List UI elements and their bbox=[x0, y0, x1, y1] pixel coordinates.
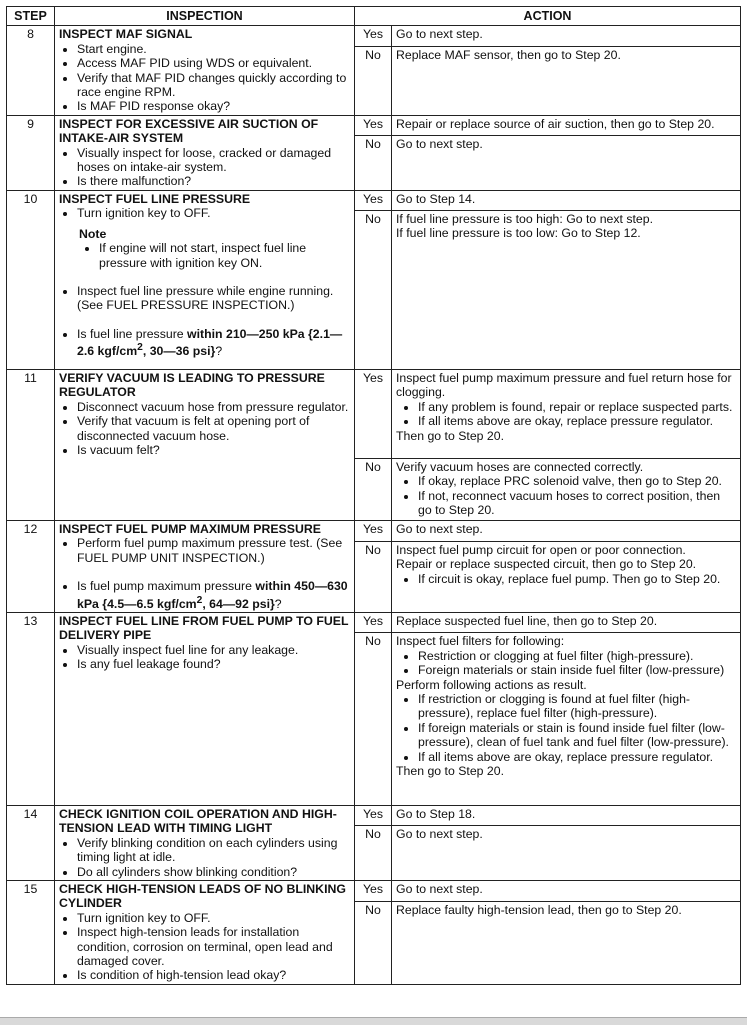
inspection-title: VERIFY VACUUM IS LEADING TO PRESSURE REGULATOR bbox=[59, 370, 325, 400]
inspection-list bbox=[59, 206, 350, 220]
list-item: • Inspect high-tension leads for installation condition, corrosion on terminal, open lead and damaged cover. bbox=[77, 925, 350, 968]
spec-prefix: Is fuel line pressure bbox=[77, 326, 188, 341]
yes-action: Replace suspected fuel line, then go to Step 20. bbox=[392, 613, 741, 633]
step-number: 11 bbox=[7, 369, 55, 520]
list-item: • Verify that vacuum is felt at opening port of disconnected vacuum hose. bbox=[77, 414, 350, 443]
step-number: 8 bbox=[7, 26, 55, 115]
list-item: • Perform fuel pump maximum pressure test. (See FUEL PUMP UNIT INSPECTION.) bbox=[77, 536, 350, 565]
spec-value: within 450—630 kPa {4.5—6.5 kgf/$cm^2$, 64—92 psi} bbox=[77, 579, 348, 611]
step-number: 15 bbox=[7, 881, 55, 985]
yes-action-list bbox=[400, 400, 736, 429]
no-label: No bbox=[355, 542, 392, 613]
inspection-cell bbox=[55, 520, 355, 612]
yes-label: Yes bbox=[355, 613, 392, 633]
step-13-yes-row bbox=[7, 613, 741, 633]
no-label: No bbox=[355, 210, 392, 369]
yes-action: Go to Step 14. bbox=[392, 190, 741, 210]
no-action: Go to next step. bbox=[392, 135, 741, 190]
inspection-cell bbox=[55, 26, 355, 115]
step-10-yes-row bbox=[7, 190, 741, 210]
no-action: Go to next step. bbox=[392, 826, 741, 881]
list-item: • Restriction or clogging at fuel filter (high-pressure). bbox=[418, 649, 736, 663]
yes-label: Yes bbox=[355, 26, 392, 46]
no-action: Inspect fuel filters for following: • Restriction or clogging at fuel filter (high-pressure). • Foreign materials or stain inside fuel filter (low-pressure) Perform following actions as result. • If restriction or clogging is found at fuel filter (high-pressure), replace fuel filter (high-pressure). • If foreign materials or stain is found inside fuel filter (low-pressure), clean of fuel tank and fuel filter (low-pressure). • If all items above are okay, replace pressure regulator. Then go to Step 20. bbox=[392, 633, 741, 806]
yes-action: Go to next step. bbox=[392, 881, 741, 902]
yes-label: Yes bbox=[355, 806, 392, 826]
inspection-cell bbox=[55, 115, 355, 190]
yes-label: Yes bbox=[355, 520, 392, 541]
step-11-yes-row bbox=[7, 369, 741, 458]
inspection-title: INSPECT FUEL LINE FROM FUEL PUMP TO FUEL DELIVERY PIPE bbox=[59, 614, 349, 643]
diagnostic-table bbox=[6, 6, 741, 985]
inspection-list bbox=[59, 579, 350, 611]
list-item: • Is there malfunction? bbox=[77, 174, 350, 188]
step-15-yes-row bbox=[7, 881, 741, 902]
inspection-list bbox=[59, 327, 350, 359]
yes-label: Yes bbox=[355, 369, 392, 458]
inspection-list bbox=[59, 42, 350, 114]
inspection-list bbox=[59, 643, 350, 672]
list-item: • Is condition of high-tension lead okay? bbox=[77, 968, 350, 982]
yes-action: Repair or replace source of air suction, then go to Step 20. bbox=[392, 115, 741, 135]
no-label: No bbox=[355, 135, 392, 190]
list-item: • If engine will not start, inspect fuel line pressure with ignition key ON. bbox=[99, 241, 350, 270]
list-item: • If okay, replace PRC solenoid valve, then go to Step 20. bbox=[418, 474, 736, 488]
step-12-yes-row bbox=[7, 520, 741, 541]
no-action-list bbox=[400, 692, 736, 764]
list-item: • If circuit is okay, replace fuel pump. Then go to Step 20. bbox=[418, 572, 736, 586]
no-action-line: If fuel line pressure is too low: Go to Step 12. bbox=[396, 226, 641, 241]
header-action: ACTION bbox=[355, 7, 741, 26]
step-14-yes-row bbox=[7, 806, 741, 826]
inspection-list bbox=[59, 284, 350, 313]
note-list bbox=[81, 241, 350, 270]
inspection-title: CHECK IGNITION COIL OPERATION AND HIGH-TENSION LEAD WITH TIMING LIGHT bbox=[59, 807, 337, 836]
inspection-list bbox=[59, 911, 350, 983]
diagnostic-procedure-page bbox=[6, 6, 740, 985]
inspection-list bbox=[59, 836, 350, 879]
inspection-list bbox=[59, 400, 350, 458]
header-inspection: INSPECTION bbox=[55, 7, 355, 26]
step-number: 13 bbox=[7, 613, 55, 806]
inspection-cell bbox=[55, 369, 355, 520]
yes-label: Yes bbox=[355, 190, 392, 210]
list-item: • Inspect fuel line pressure while engine running. (See FUEL PRESSURE INSPECTION.) bbox=[77, 284, 350, 313]
step-number: 12 bbox=[7, 520, 55, 612]
no-action: Replace MAF sensor, then go to Step 20. bbox=[392, 46, 741, 115]
inspection-title: INSPECT MAF SIGNAL bbox=[59, 27, 193, 42]
no-label: No bbox=[355, 458, 392, 520]
list-item: • Is fuel pump maximum pressure within 450—630 kPa {4.5—6.5 kgf/$cm^2$, 64—92 psi}? bbox=[77, 579, 350, 611]
list-item: • Start engine. bbox=[77, 42, 350, 56]
yes-action: Go to next step. bbox=[392, 26, 741, 46]
header-step: STEP bbox=[7, 7, 55, 26]
list-item: • Do all cylinders show blinking condition? bbox=[77, 865, 350, 879]
no-action-line: If fuel line pressure is too high: Go to next step. bbox=[396, 211, 654, 226]
list-item: • If restriction or clogging is found at fuel filter (high-pressure), replace fuel filter (high-pressure). bbox=[418, 692, 736, 721]
no-label: No bbox=[355, 633, 392, 806]
list-item: • Visually inspect for loose, cracked or damaged hoses on intake-air system. bbox=[77, 146, 350, 175]
no-action: Replace faulty high-tension lead, then go to Step 20. bbox=[392, 901, 741, 984]
step-number: 10 bbox=[7, 190, 55, 369]
note-title: Note bbox=[79, 226, 107, 241]
step-9-yes-row bbox=[7, 115, 741, 135]
list-item: • If foreign materials or stain is found inside fuel filter (low-pressure), clean of fuel tank and fuel filter (low-pressure). bbox=[418, 721, 736, 750]
yes-action: Inspect fuel pump maximum pressure and fuel return hose for clogging. • If any problem is found, repair or replace suspected parts. • If all items above are okay, replace pressure regulator. Then go to Step 20. bbox=[392, 369, 741, 458]
list-item: • Is any fuel leakage found? bbox=[77, 657, 350, 671]
inspection-list bbox=[59, 536, 350, 565]
list-item: • Access MAF PID using WDS or equivalent. bbox=[77, 56, 350, 70]
list-item: • Is MAF PID response okay? bbox=[77, 99, 350, 113]
inspection-cell bbox=[55, 881, 355, 985]
no-label: No bbox=[355, 901, 392, 984]
no-action bbox=[392, 210, 741, 369]
inspection-title: INSPECT FUEL PUMP MAXIMUM PRESSURE bbox=[59, 521, 321, 536]
no-action: Verify vacuum hoses are connected correctly. • If okay, replace PRC solenoid valve, then go to Step 20. • If not, reconnect vacuum hoses to correct position, then go to Step 20. bbox=[392, 458, 741, 520]
header-row bbox=[7, 7, 741, 26]
list-item: • Foreign materials or stain inside fuel filter (low-pressure) bbox=[418, 663, 736, 677]
no-label: No bbox=[355, 826, 392, 881]
yes-label: Yes bbox=[355, 115, 392, 135]
yes-action: Go to next step. bbox=[392, 520, 741, 541]
inspection-title: INSPECT FOR EXCESSIVE AIR SUCTION OF INTAKE-AIR SYSTEM bbox=[59, 116, 319, 146]
list-item: • Verify blinking condition on each cylinders using timing light at idle. bbox=[77, 836, 350, 865]
list-item: • If any problem is found, repair or replace suspected parts. bbox=[418, 400, 736, 414]
inspection-title: INSPECT FUEL LINE PRESSURE bbox=[59, 191, 251, 206]
list-item: • Disconnect vacuum hose from pressure regulator. bbox=[77, 400, 350, 414]
no-action-list bbox=[400, 572, 736, 586]
inspection-cell bbox=[55, 613, 355, 806]
list-item: • Is fuel line pressure within 210—250 kPa {2.1—2.6 kgf/$cm^2$, 30—36 psi}? bbox=[77, 327, 350, 359]
no-label: No bbox=[355, 46, 392, 115]
yes-action: Go to Step 18. bbox=[392, 806, 741, 826]
yes-label: Yes bbox=[355, 881, 392, 902]
step-number: 14 bbox=[7, 806, 55, 881]
list-item: • If not, reconnect vacuum hoses to correct position, then go to Step 20. bbox=[418, 489, 736, 518]
list-item: • Verify that MAF PID changes quickly according to race engine RPM. bbox=[77, 71, 350, 100]
no-action-list bbox=[400, 474, 736, 517]
list-item: • Is vacuum felt? bbox=[77, 443, 350, 457]
inspection-title: CHECK HIGH-TENSION LEADS OF NO BLINKING CYLINDER bbox=[59, 882, 346, 911]
list-item: • Turn ignition key to OFF. bbox=[77, 911, 350, 925]
inspection-cell bbox=[55, 806, 355, 881]
inspection-list bbox=[59, 146, 350, 189]
step-number: 9 bbox=[7, 115, 55, 190]
no-action: Inspect fuel pump circuit for open or poor connection. Repair or replace suspected circuit, then go to Step 20. • If circuit is okay, replace fuel pump. Then go to Step 20. bbox=[392, 542, 741, 613]
list-item: • Visually inspect fuel line for any leakage. bbox=[77, 643, 350, 657]
spec-value: within 210—250 kPa {2.1—2.6 kgf/$cm^2$, 30—36 psi} bbox=[77, 326, 343, 359]
step-8-yes-row bbox=[7, 26, 741, 46]
list-item: • If all items above are okay, replace pressure regulator. bbox=[418, 750, 736, 764]
inspection-cell bbox=[55, 190, 355, 369]
list-item: • Turn ignition key to OFF. bbox=[77, 206, 350, 220]
no-action-list bbox=[400, 649, 736, 678]
list-item: • If all items above are okay, replace pressure regulator. bbox=[418, 414, 736, 428]
